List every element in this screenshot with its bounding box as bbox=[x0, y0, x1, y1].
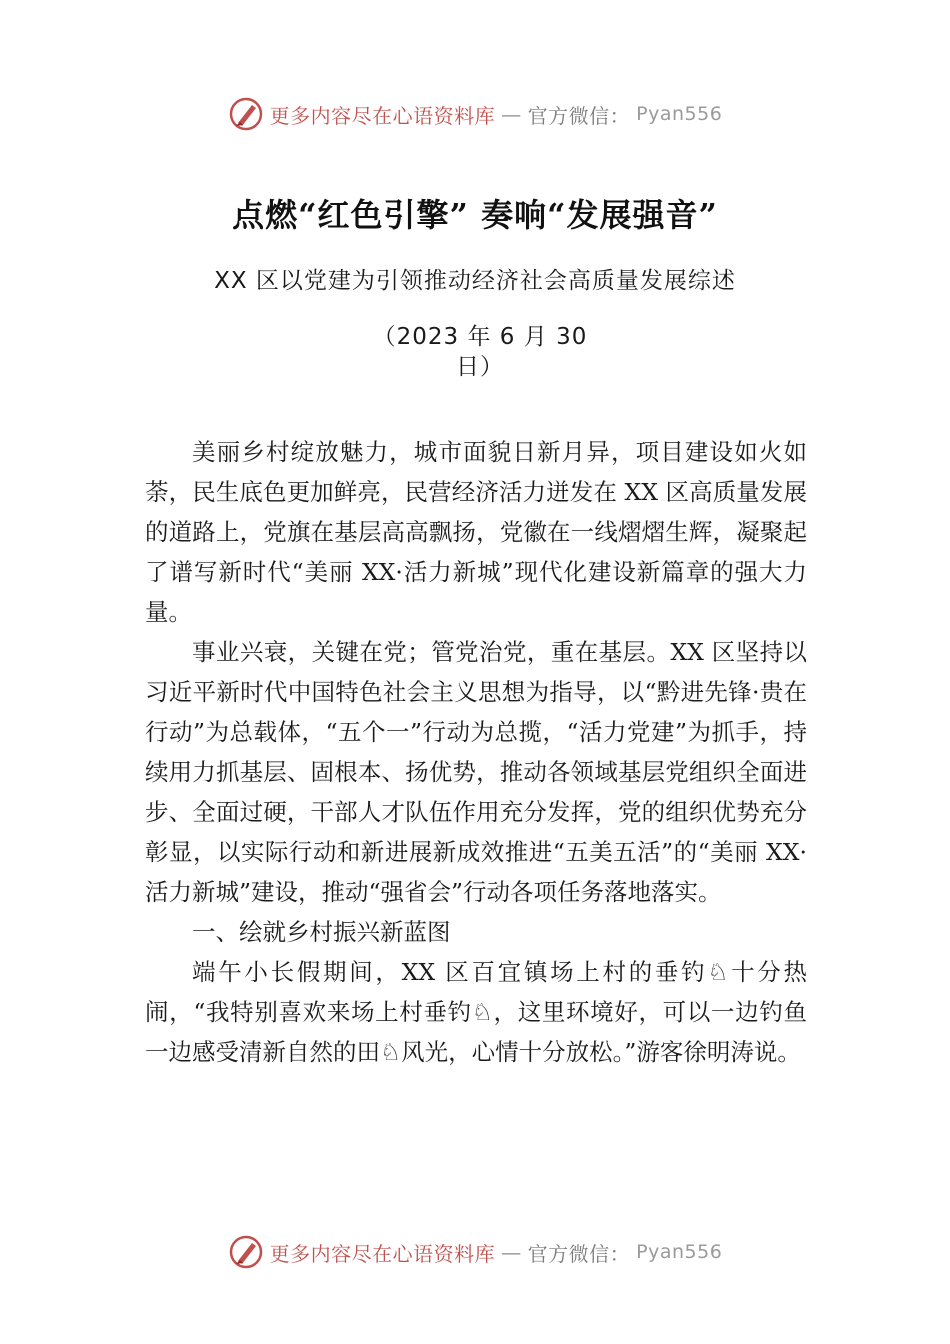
document-date bbox=[360, 322, 600, 382]
footer-watermark bbox=[0, 1234, 950, 1270]
body-paragraph: 端午小长假期间，XX 区百宜镇场上村的垂钓♘十分热闹，“我特别喜欢来场上村垂钓♘，这里环境好，可以一边钓鱼一边感受清新自然的田♘风光，心情十分放松。”游客徐明涛说。 bbox=[145, 958, 807, 1066]
pen-nib-icon bbox=[228, 96, 264, 132]
watermark-main-text: 更多内容尽在心语资料库 bbox=[269, 103, 496, 128]
document-title: 点燃“红色引擎” 奏响“发展强音” bbox=[232, 196, 718, 234]
date-line-1: （2023 年 6 月 30 bbox=[372, 324, 588, 350]
header-watermark bbox=[0, 96, 950, 132]
document-subtitle: XX 区以党建为引领推动经济社会高质量发展综述 bbox=[214, 268, 736, 294]
section-heading: 一、绘就乡村振兴新蓝图 bbox=[192, 918, 451, 946]
watermark-wechat-id: Pyan556 bbox=[636, 1241, 723, 1263]
watermark-dash: — bbox=[501, 1240, 522, 1264]
watermark-wechat-id: Pyan556 bbox=[636, 103, 723, 125]
date-line-2: 日） bbox=[456, 354, 504, 380]
body-paragraph: 事业兴衰，关键在党；管党治党，重在基层。XX 区坚持以习近平新时代中国特色社会主义思想为指导，以“黔进先锋·贵在行动”为总载体，“五个一”行动为总揽，“活力党建”为抓手，持续用力抓基层、固根本、扬优势，推动各领域基层党组织全面进步、全面过硬，干部人才队伍作用充分发挥，党的组织优势充分彰显，以实际行动和新进展新成效推进“五美五活”的“美丽 XX·活力新城”建设，推动“强省会”行动各项任务落地落实。 bbox=[145, 638, 807, 906]
body-paragraph: 美丽乡村绽放魅力，城市面貌日新月异，项目建设如火如荼，民生底色更加鲜亮，民营经济活力迸发在 XX 区高质量发展的道路上，党旗在基层高高飘扬，党徽在一线熠熠生辉，凝聚起了谱写新时代“美丽 XX·活力新城”现代化建设新篇章的强大力量。 bbox=[145, 438, 807, 626]
watermark-label: 官方微信： bbox=[527, 103, 631, 128]
watermark-dash: — bbox=[501, 102, 522, 126]
pen-nib-icon bbox=[228, 1234, 264, 1270]
document-body bbox=[145, 432, 807, 1072]
watermark-label: 官方微信： bbox=[527, 1241, 631, 1266]
watermark-main-text: 更多内容尽在心语资料库 bbox=[269, 1241, 496, 1266]
